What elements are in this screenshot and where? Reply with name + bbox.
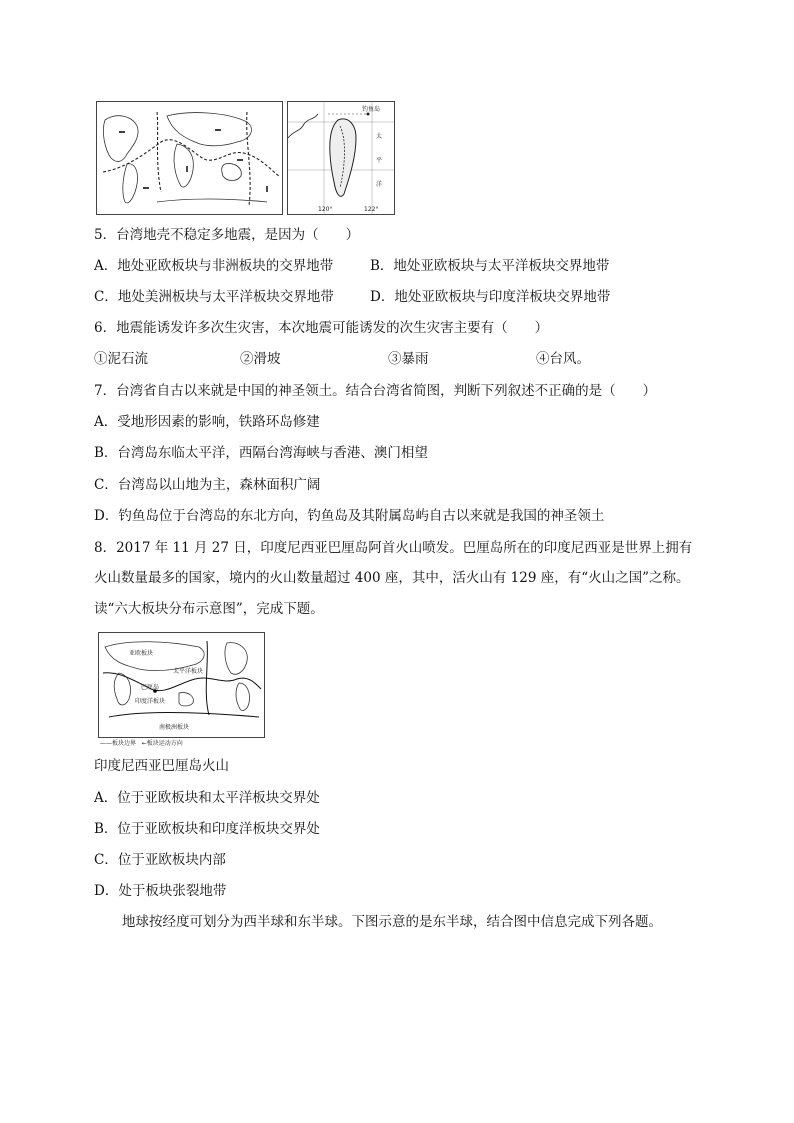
six-plates-map [99,633,264,737]
plate-label-bali: 巴厘岛 [141,684,160,691]
legend-boundary-icon: —— [100,740,112,747]
taiwan-label-122: 122° [364,206,379,213]
q6-option-4: ④台风。 [536,351,590,367]
q6-option-3: ③暴雨 [388,351,429,367]
q7-stem: 7．台湾省自古以来就是中国的神圣领土。结合台湾省简图，判断下列叙述不正确的是（ ） [94,383,657,399]
taiwan-map [288,102,394,214]
legend-boundary-label: 板块边界 [112,740,137,747]
q8-option-d: D．处于板块张裂地带 [94,883,227,899]
q6-option-2: ②滑坡 [240,351,281,367]
q6-option-1: ①泥石流 [94,351,148,367]
q5-option-c: C．地处美洲板块与太平洋板块交界地带 [94,289,334,305]
taiwan-label-ping: 平 [376,157,383,164]
q8-line-3: 读“六大板块分布示意图”，完成下题。 [94,601,324,617]
taiwan-label-diaoyu: 钓鱼岛 [362,106,381,113]
q7-option-c: C．台湾岛以山地为主，森林面积广阔 [94,477,321,493]
q8-option-a: A．位于亚欧板块和太平洋板块交界处 [94,790,320,806]
q8-subquestion: 印度尼西亚巴厘岛火山 [94,758,229,774]
legend-motion-icon: ← [141,740,147,747]
q5-option-a: A．地处亚欧板块与非洲板块的交界地带 [94,258,334,274]
q8-line-2: 火山数量最多的国家，境内的火山数量超过 400 座，其中，活火山有 129 座，有“火山之国”之称。 [94,570,690,586]
legend-motion-label: 板块运动方向 [146,740,183,747]
q8-line-1: 8．2017 年 11 月 27 日，印度尼西亚巴厘岛阿首火山喷发。巴厘岛所在的印度尼西亚是世界上拥有 [94,540,693,556]
plate-label-indian: 印度洋板块 [135,698,166,705]
plate-label-eurasian: 亚欧板块 [129,650,154,657]
taiwan-map-figure [287,101,395,215]
taiwan-label-tai: 太 [376,133,383,140]
q8-option-b: B．位于亚欧板块和印度洋板块交界处 [94,821,320,837]
plate-label-pacific: 太平洋板块 [173,668,204,675]
q5-option-d: D．地处亚欧板块与印度洋板块交界地带 [370,289,611,305]
six-plates-legend [100,738,183,747]
q8-option-c: C．位于亚欧板块内部 [94,852,226,868]
plate-label-antarctic: 南极洲板块 [159,724,190,731]
q7-option-d: D．钓鱼岛位于台湾岛的东北方向，钓鱼岛及其附属岛屿自古以来就是我国的神圣领土 [94,508,605,524]
taiwan-label-yang: 洋 [376,181,383,188]
q7-option-b: B．台湾岛东临太平洋，西隔台湾海峡与香港、澳门相望 [94,445,428,461]
world-plate-map-figure [96,101,283,215]
six-plates-map-figure [98,632,265,738]
q5-option-b: B．地处亚欧板块与太平洋板块交界地带 [370,258,610,274]
section-intro: 地球按经度可划分为西半球和东半球。下图示意的是东半球，结合图中信息完成下列各题。 [122,914,662,930]
q7-option-a: A．受地形因素的影响，铁路环岛修建 [94,414,320,430]
q6-stem: 6．地震能诱发许多次生灾害，本次地震可能诱发的次生灾害主要有（ ） [94,320,549,336]
taiwan-label-120: 120° [318,206,333,213]
q5-stem: 5．台湾地壳不稳定多地震，是因为（ ） [94,227,360,243]
world-plate-map [97,102,282,214]
